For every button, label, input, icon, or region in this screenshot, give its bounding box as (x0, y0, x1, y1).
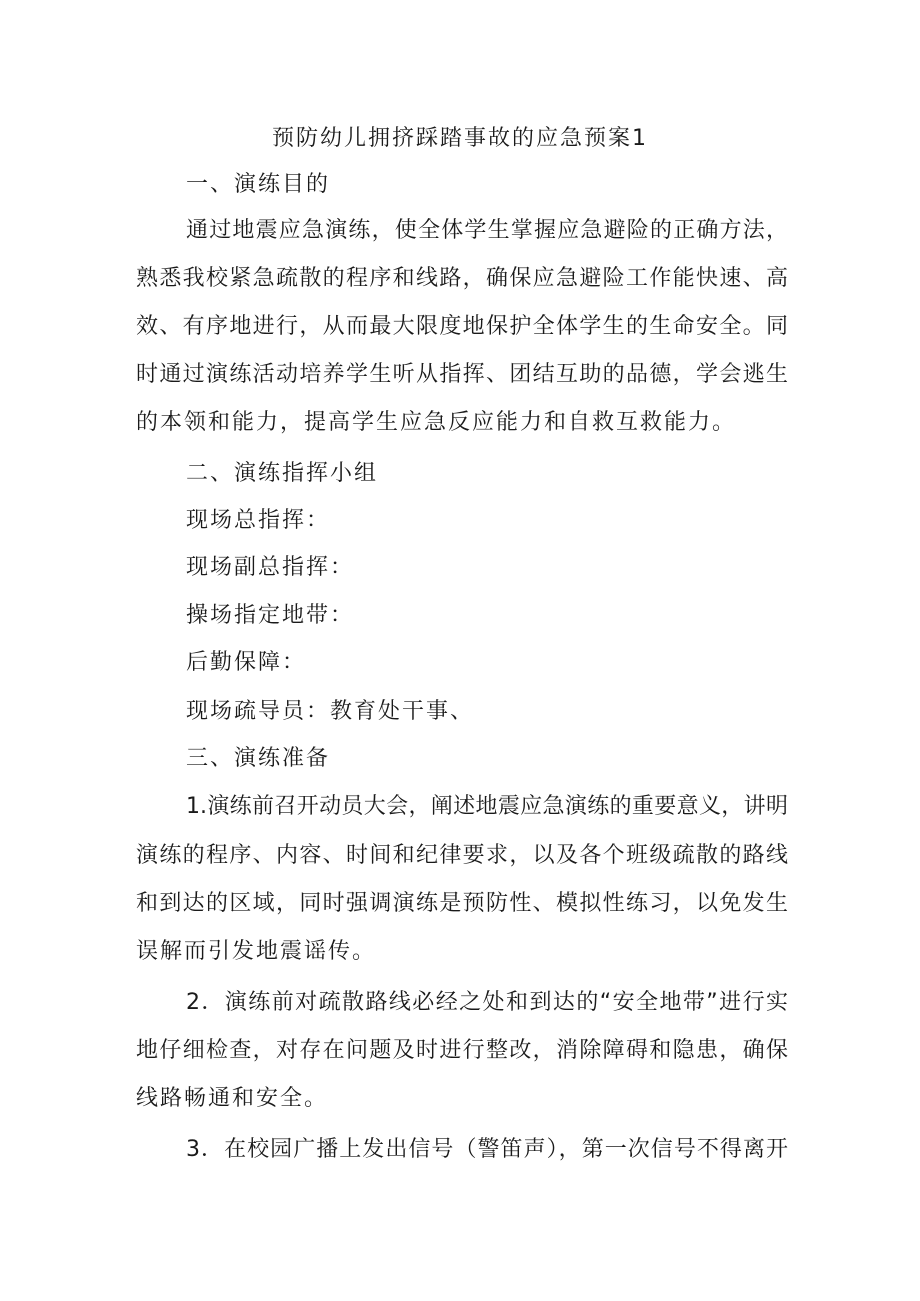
role-item-designated-area: 操场指定地带： (186, 603, 355, 628)
paragraph-line: 和到达的区域，同时强调演练是预防性、模拟性练习，以免发生 (136, 891, 788, 916)
paragraph-line: 通过地震应急演练，使全体学生掌握应急避险的正确方法， (186, 218, 788, 243)
section-heading-preparation: 三、演练准备 (186, 746, 331, 771)
paragraph-line: 误解而引发地震谣传。 (136, 939, 377, 964)
paragraph-line: 3．在校园广播上发出信号（警笛声），第一次信号不得离开 (186, 1137, 788, 1162)
paragraph-line: 演练的程序、内容、时间和纪律要求，以及各个班级疏散的路线 (136, 843, 788, 868)
section-heading-command-group: 二、演练指挥小组 (186, 461, 379, 486)
role-item-deputy-commander: 现场副总指挥： (186, 555, 355, 580)
role-item-guides: 现场疏导员：教育处干事、 (186, 699, 475, 724)
paragraph-line: 1.演练前召开动员大会，阐述地震应急演练的重要意义，讲明 (186, 794, 788, 819)
document-title: 预防幼儿拥挤踩踏事故的应急预案1 (272, 126, 648, 151)
paragraph-line: 线路畅通和安全。 (136, 1086, 329, 1111)
paragraph-line: 地仔细检查，对存在问题及时进行整改，消除障碍和隐患，确保 (136, 1038, 788, 1063)
paragraph-line: 效、有序地进行，从而最大限度地保护全体学生的生命安全。同 (136, 314, 788, 339)
role-item-logistics: 后勤保障： (186, 650, 307, 675)
section-heading-purpose: 一、演练目的 (186, 172, 331, 197)
paragraph-line: 2．演练前对疏散路线必经之处和到达的“安全地带”进行实 (186, 990, 788, 1015)
paragraph-line: 时通过演练活动培养学生听从指挥、团结互助的品德，学会逃生 (136, 362, 788, 387)
paragraph-line: 的本领和能力，提高学生应急反应能力和自救互救能力。 (136, 410, 737, 435)
paragraph-line: 熟悉我校紧急疏散的程序和线路，确保应急避险工作能快速、高 (136, 266, 788, 291)
role-item-chief-commander: 现场总指挥： (186, 508, 331, 533)
